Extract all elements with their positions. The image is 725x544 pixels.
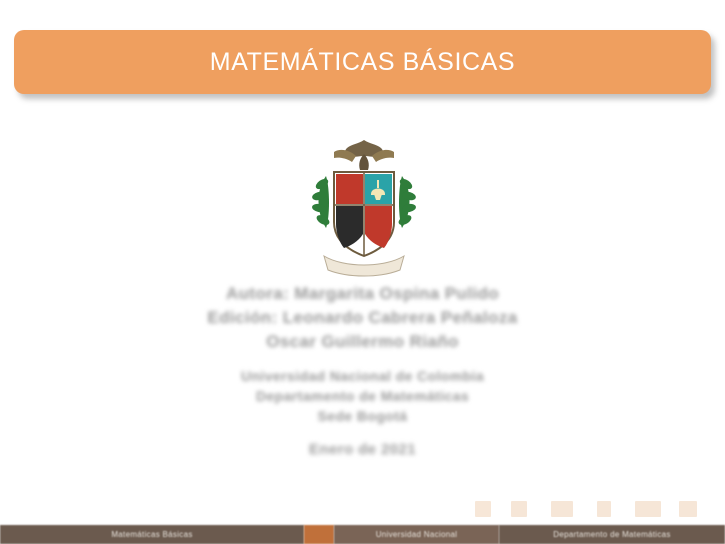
- credits-block: [0, 282, 725, 474]
- author-line: Autora: Margarita Ospina Pulido: [225, 284, 500, 303]
- page-title: MATEMÁTICAS BÁSICAS: [209, 47, 516, 76]
- slide-footer-bar: [0, 525, 725, 544]
- date-group: [0, 438, 725, 462]
- editor-line-2: Oscar Guillermo Riaño: [266, 332, 459, 351]
- date-line: Enero de 2021: [309, 441, 416, 458]
- campus-line: Sede Bogotá: [317, 408, 408, 424]
- slide-title-banner: [14, 30, 711, 94]
- institution-group: [0, 366, 725, 426]
- footer-segment-3: Universidad Nacional: [334, 525, 499, 544]
- watermark-blocks: [465, 493, 725, 525]
- department-line: Departamento de Matemáticas: [255, 388, 470, 404]
- coat-of-arms-icon: [300, 136, 428, 278]
- footer-segment-2: [304, 525, 334, 544]
- university-line: Universidad Nacional de Colombia: [240, 368, 485, 384]
- footer-segment-1: Matemáticas Básicas: [0, 525, 304, 544]
- authors-group: [0, 282, 725, 354]
- editor-line: Edición: Leonardo Cabrera Peñaloza: [207, 308, 518, 327]
- footer-segment-4: Departamento de Matemáticas: [499, 525, 725, 544]
